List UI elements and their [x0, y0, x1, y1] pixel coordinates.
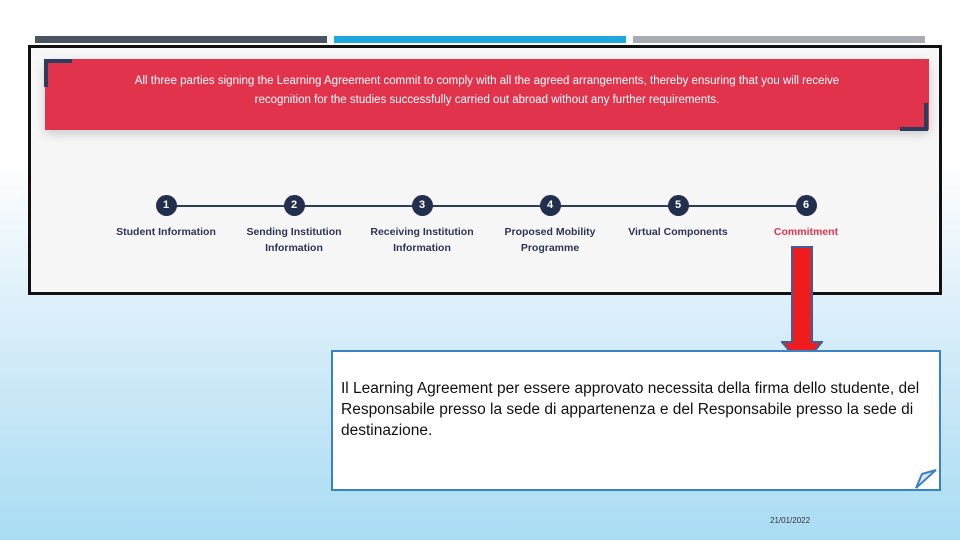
step-number: 1	[156, 195, 177, 216]
step-sending-institution[interactable]	[224, 195, 364, 256]
top-accent-bar-dark	[35, 36, 327, 43]
step-label	[224, 224, 364, 256]
step-label-line-1: Sending Institution	[246, 226, 342, 238]
step-student-information[interactable]	[96, 195, 236, 240]
step-label	[736, 224, 876, 240]
step-label	[352, 224, 492, 256]
step-number: 5	[668, 195, 689, 216]
banner-text-line-1: All three parties signing the Learning Agreement commit to comply with all the agreed arrangements, thereby ensuring that you will receive	[134, 75, 840, 87]
step-label-line-1: Student Information	[116, 226, 216, 238]
slide-date: 21/01/2022	[770, 516, 811, 525]
top-accent-bar-gray	[633, 36, 925, 43]
step-commitment[interactable]	[736, 195, 876, 240]
step-label-line-2: Information	[265, 242, 323, 254]
step-label-line-1: Commitment	[773, 226, 839, 238]
top-accent-bar-blue	[334, 36, 626, 43]
corner-bracket-top-left	[44, 59, 72, 87]
step-receiving-institution[interactable]	[352, 195, 492, 256]
step-number: 3	[412, 195, 433, 216]
note-text: Il Learning Agreement per essere approvato necessita della firma dello studente, del Responsabile presso la sede di appartenenza e del Responsabile presso la sede di destinazione.	[341, 380, 920, 439]
step-label-line-1: Receiving Institution	[370, 226, 474, 238]
step-label	[608, 224, 748, 240]
step-label-line-2: Information	[393, 242, 451, 254]
note-callout	[331, 350, 941, 491]
banner-text-line-2: recognition for the studies successfully carried out abroad without any further requirements.	[254, 94, 720, 106]
step-label-line-1: Proposed Mobility	[504, 226, 596, 238]
corner-bracket-bottom-right	[900, 103, 928, 131]
banner-text	[85, 72, 889, 110]
step-label-line-2: Programme	[520, 242, 580, 254]
step-number: 2	[284, 195, 305, 216]
step-label	[480, 224, 620, 256]
page-curl-icon	[914, 466, 940, 492]
step-proposed-mobility-programme[interactable]	[480, 195, 620, 256]
step-label-line-1: Virtual Components	[628, 226, 728, 238]
step-virtual-components[interactable]	[608, 195, 748, 240]
step-label	[96, 224, 236, 240]
step-number: 4	[540, 195, 561, 216]
commitment-banner	[45, 59, 929, 130]
step-number: 6	[796, 195, 817, 216]
